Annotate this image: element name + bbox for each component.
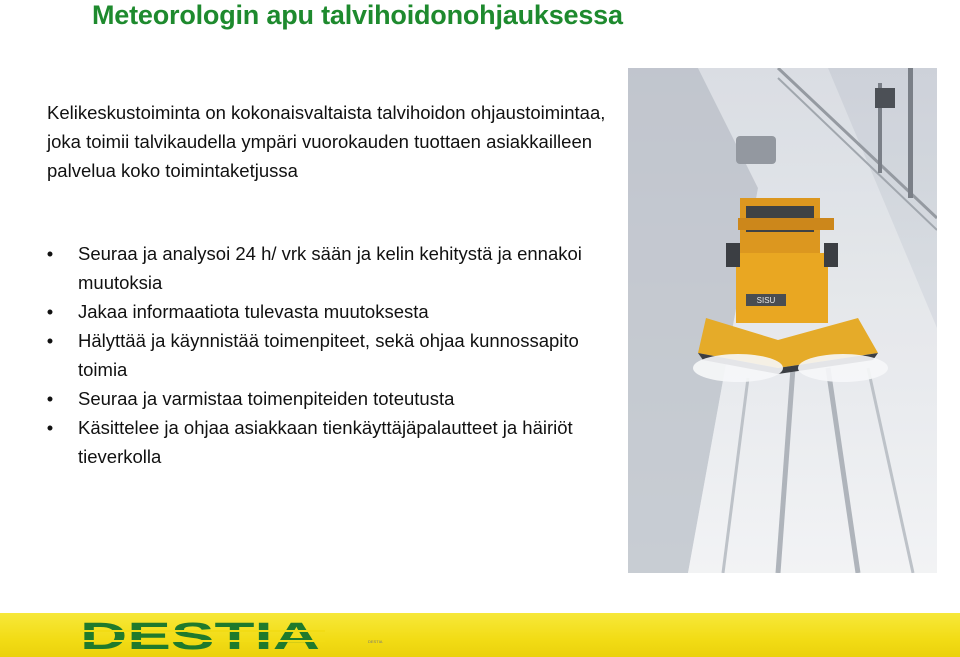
bullet-dot: • <box>46 388 54 409</box>
logo-text: DESTIA <box>80 617 320 657</box>
bullet-list <box>40 239 630 471</box>
bullet-text: Käsittelee ja ohjaa asiakkaan tienkäyttäjäpalautteet ja häiriöt tieverkolla <box>78 417 573 467</box>
bullet-text: Seuraa ja analysoi 24 h/ vrk sään ja kelin kehitystä ja ennakoi muutoksia <box>78 243 582 293</box>
intro-paragraph: Kelikeskustoiminta on kokonaisvaltaista talvihoidon ohjaustoimintaa, joka toimii talvikaudella ympäri vuorokauden tuottaen asiakkailleen palvelua koko toimintaketjussa <box>47 102 606 181</box>
bullet-dot: • <box>46 417 54 438</box>
footer-small-text: DESTIA <box>368 639 383 644</box>
snowplow-illustration <box>628 68 937 573</box>
slide-title: Meteorologin apu talvihoidonohjauksessa <box>92 0 623 30</box>
bullet-text: Jakaa informaatiota tulevasta muutoksesta <box>78 301 429 322</box>
bullet-dot: • <box>46 243 54 264</box>
bullet-dot: • <box>46 301 54 322</box>
bullet-text: Hälyttää ja käynnistää toimenpiteet, sekä ohjaa kunnossapito toimia <box>78 330 579 380</box>
list-item <box>40 326 630 384</box>
snowplow-photo <box>628 68 937 573</box>
list-item <box>40 413 630 471</box>
bullet-text: Seuraa ja varmistaa toimenpiteiden toteutusta <box>78 388 455 409</box>
list-item <box>40 239 630 297</box>
bullet-dot: • <box>46 330 54 351</box>
list-item <box>40 384 630 413</box>
truck-plate: SISU <box>756 296 776 305</box>
destia-logo <box>80 617 325 657</box>
list-item <box>40 297 630 326</box>
